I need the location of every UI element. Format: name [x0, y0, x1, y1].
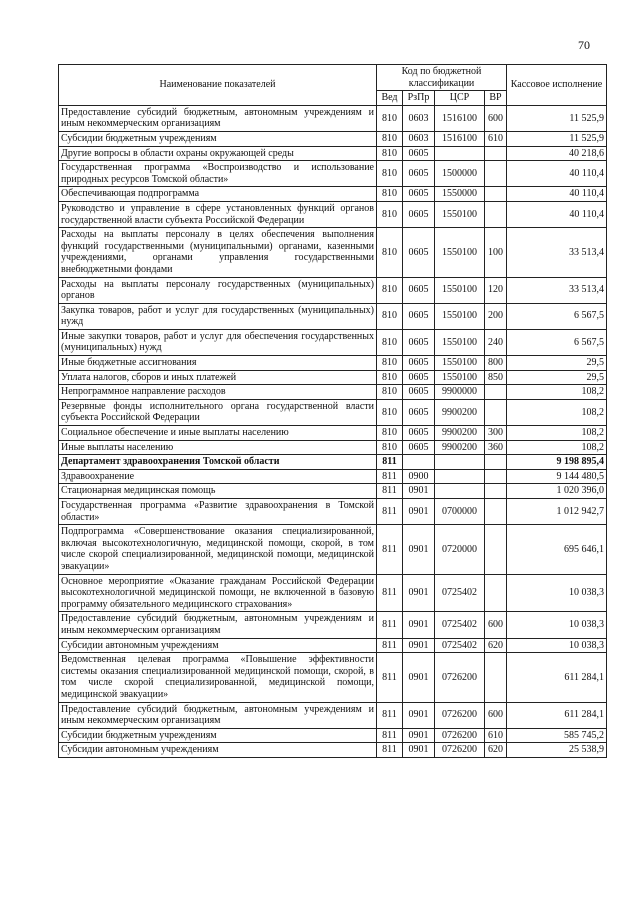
row-vr: [485, 574, 507, 612]
row-vr: 600: [485, 612, 507, 638]
row-csr: 0700000: [435, 499, 485, 525]
row-csr: 9900000: [435, 385, 485, 400]
row-csr: 1550100: [435, 303, 485, 329]
row-vr: 850: [485, 370, 507, 385]
row-name: Резервные фонды исполнительного органа государственной власти субъекта Российской Федерации: [59, 399, 377, 425]
row-vr: 120: [485, 277, 507, 303]
table-row: [59, 105, 607, 131]
row-csr: 9900200: [435, 399, 485, 425]
row-csr: 0725402: [435, 638, 485, 653]
row-csr: 0726200: [435, 702, 485, 728]
row-rzpr: 0605: [403, 426, 435, 441]
row-name: Государственная программа «Воспроизводство и использование природных ресурсов Томской области»: [59, 161, 377, 187]
row-rzpr: 0901: [403, 638, 435, 653]
row-vr: 600: [485, 702, 507, 728]
row-execution-value: 11 525,9: [507, 131, 607, 146]
row-execution-value: 585 745,2: [507, 728, 607, 743]
row-vr: [485, 201, 507, 227]
row-rzpr: 0605: [403, 370, 435, 385]
table-row: [59, 303, 607, 329]
table-row: [59, 574, 607, 612]
row-rzpr: 0605: [403, 201, 435, 227]
row-rzpr: 0605: [403, 228, 435, 277]
row-csr: 0725402: [435, 612, 485, 638]
table-row: [59, 385, 607, 400]
table-row: [59, 743, 607, 758]
table-row: [59, 638, 607, 653]
table-row: [59, 399, 607, 425]
table-body: [59, 105, 607, 757]
row-ved: 810: [377, 187, 403, 202]
table-row: [59, 370, 607, 385]
table-row: [59, 426, 607, 441]
row-execution-value: 29,5: [507, 356, 607, 371]
row-vr: [485, 161, 507, 187]
row-rzpr: 0901: [403, 702, 435, 728]
row-rzpr: 0603: [403, 105, 435, 131]
table-row: [59, 525, 607, 574]
page-number: 70: [578, 38, 590, 52]
row-rzpr: 0605: [403, 187, 435, 202]
row-rzpr: 0605: [403, 440, 435, 455]
row-vr: [485, 525, 507, 574]
header-vr: ВР: [485, 91, 507, 106]
table-row: [59, 499, 607, 525]
row-execution-value: 40 110,4: [507, 201, 607, 227]
row-vr: [485, 653, 507, 702]
row-vr: 800: [485, 356, 507, 371]
row-csr: 1550100: [435, 356, 485, 371]
row-vr: [485, 455, 507, 470]
row-ved: 811: [377, 638, 403, 653]
row-execution-value: 33 513,4: [507, 277, 607, 303]
row-name: Субсидии автономным учреждениям: [59, 743, 377, 758]
table-row: [59, 356, 607, 371]
header-rzpr: РзПр: [403, 91, 435, 106]
row-execution-value: 108,2: [507, 440, 607, 455]
row-ved: 810: [377, 161, 403, 187]
row-name: Государственная программа «Развитие здравоохранения в Томской области»: [59, 499, 377, 525]
row-csr: 1550100: [435, 277, 485, 303]
row-vr: 600: [485, 105, 507, 131]
row-rzpr: 0605: [403, 329, 435, 355]
row-csr: [435, 455, 485, 470]
row-vr: 360: [485, 440, 507, 455]
row-ved: 810: [377, 146, 403, 161]
row-name: Предоставление субсидий бюджетным, автономным учреждениям и иным некоммерческим организациям: [59, 105, 377, 131]
table-header: [59, 65, 607, 106]
row-csr: 1516100: [435, 131, 485, 146]
row-rzpr: 0901: [403, 728, 435, 743]
row-vr: [485, 187, 507, 202]
row-vr: 300: [485, 426, 507, 441]
row-name: Предоставление субсидий бюджетным, автономным учреждениям и иным некоммерческим организациям: [59, 612, 377, 638]
row-csr: 1550100: [435, 329, 485, 355]
row-execution-value: 9 198 895,4: [507, 455, 607, 470]
table-row: [59, 440, 607, 455]
row-execution-value: 33 513,4: [507, 228, 607, 277]
row-name: Иные выплаты населению: [59, 440, 377, 455]
row-ved: 811: [377, 455, 403, 470]
row-rzpr: 0605: [403, 399, 435, 425]
row-execution-value: 40 110,4: [507, 187, 607, 202]
row-execution-value: 10 038,3: [507, 638, 607, 653]
row-vr: [485, 146, 507, 161]
row-rzpr: 0603: [403, 131, 435, 146]
table-row: [59, 329, 607, 355]
row-execution-value: 9 144 480,5: [507, 469, 607, 484]
row-name: Департамент здравоохранения Томской области: [59, 455, 377, 470]
row-rzpr: 0901: [403, 612, 435, 638]
row-execution-value: 10 038,3: [507, 574, 607, 612]
table-row: [59, 455, 607, 470]
row-csr: 0725402: [435, 574, 485, 612]
row-ved: 810: [377, 228, 403, 277]
row-csr: [435, 469, 485, 484]
row-vr: 100: [485, 228, 507, 277]
table-row: [59, 702, 607, 728]
row-execution-value: 10 038,3: [507, 612, 607, 638]
budget-execution-table: [58, 64, 607, 758]
header-name-column: Наименование показателей: [59, 65, 377, 106]
row-csr: 9900200: [435, 440, 485, 455]
row-csr: 1550100: [435, 228, 485, 277]
row-rzpr: 0901: [403, 574, 435, 612]
row-ved: 810: [377, 131, 403, 146]
row-rzpr: 0605: [403, 356, 435, 371]
row-name: Иные бюджетные ассигнования: [59, 356, 377, 371]
table-row: [59, 469, 607, 484]
row-ved: 811: [377, 499, 403, 525]
row-name: Расходы на выплаты персоналу в целях обеспечения выполнения функций государственными (муниципальными) органами, казенными учреждениями, органами управления государственными внебюджетными фондами: [59, 228, 377, 277]
row-vr: 620: [485, 743, 507, 758]
row-csr: [435, 484, 485, 499]
row-execution-value: 40 218,6: [507, 146, 607, 161]
row-ved: 810: [377, 440, 403, 455]
row-name: Обеспечивающая подпрограмма: [59, 187, 377, 202]
row-rzpr: 0901: [403, 743, 435, 758]
row-name: Уплата налогов, сборов и иных платежей: [59, 370, 377, 385]
table-row: [59, 728, 607, 743]
row-csr: 1500000: [435, 161, 485, 187]
row-name: Предоставление субсидий бюджетным, автономным учреждениям и иным некоммерческим организациям: [59, 702, 377, 728]
row-name: Руководство и управление в сфере установленных функций органов государственной власти субъекта Российской Федерации: [59, 201, 377, 227]
row-execution-value: 25 538,9: [507, 743, 607, 758]
row-rzpr: 0901: [403, 653, 435, 702]
table-row: [59, 277, 607, 303]
row-vr: 200: [485, 303, 507, 329]
row-execution-value: 6 567,5: [507, 303, 607, 329]
table-row: [59, 201, 607, 227]
row-name: Другие вопросы в области охраны окружающей среды: [59, 146, 377, 161]
row-csr: 0726200: [435, 743, 485, 758]
row-name: Иные закупки товаров, работ и услуг для обеспечения государственных (муниципальных) нужд: [59, 329, 377, 355]
row-csr: 1516100: [435, 105, 485, 131]
row-name: Субсидии автономным учреждениям: [59, 638, 377, 653]
row-execution-value: 29,5: [507, 370, 607, 385]
row-ved: 811: [377, 484, 403, 499]
header-ved: Вед: [377, 91, 403, 106]
row-name: Подпрограмма «Совершенствование оказания специализированной, включая высокотехнологичную, медицинской помощи, скорой, в том числе скорой специализированной, медицинской помощи, медицинской эвакуации»: [59, 525, 377, 574]
table-row: [59, 187, 607, 202]
row-name: Ведомственная целевая программа «Повышение эффективности системы оказания специализированной медицинской помощи, скорой, в том числе скорой специализированной, медицинской помощи, медицинской эвакуации»: [59, 653, 377, 702]
row-name: Здравоохранение: [59, 469, 377, 484]
row-vr: [485, 484, 507, 499]
row-ved: 811: [377, 469, 403, 484]
row-ved: 811: [377, 653, 403, 702]
table-row: [59, 161, 607, 187]
row-ved: 810: [377, 385, 403, 400]
row-name: Закупка товаров, работ и услуг для государственных (муниципальных) нужд: [59, 303, 377, 329]
row-ved: 810: [377, 303, 403, 329]
row-name: Непрограммное направление расходов: [59, 385, 377, 400]
row-vr: [485, 399, 507, 425]
row-rzpr: 0900: [403, 469, 435, 484]
table-row: [59, 612, 607, 638]
row-name: Социальное обеспечение и иные выплаты населению: [59, 426, 377, 441]
row-vr: 620: [485, 638, 507, 653]
row-ved: 810: [377, 370, 403, 385]
row-csr: 1550100: [435, 370, 485, 385]
row-csr: 1550000: [435, 187, 485, 202]
row-vr: [485, 385, 507, 400]
row-vr: 240: [485, 329, 507, 355]
row-ved: 810: [377, 277, 403, 303]
row-execution-value: 611 284,1: [507, 702, 607, 728]
row-execution-value: 695 646,1: [507, 525, 607, 574]
row-execution-value: 1 020 396,0: [507, 484, 607, 499]
table-row: [59, 228, 607, 277]
header-csr: ЦСР: [435, 91, 485, 106]
row-execution-value: 108,2: [507, 399, 607, 425]
row-rzpr: 0901: [403, 525, 435, 574]
row-execution-value: 108,2: [507, 385, 607, 400]
row-execution-value: 108,2: [507, 426, 607, 441]
row-ved: 811: [377, 702, 403, 728]
row-name: Субсидии бюджетным учреждениям: [59, 131, 377, 146]
row-csr: 0720000: [435, 525, 485, 574]
row-rzpr: 0605: [403, 385, 435, 400]
row-vr: 610: [485, 131, 507, 146]
table-row: [59, 131, 607, 146]
row-name: Стационарная медицинская помощь: [59, 484, 377, 499]
row-rzpr: 0901: [403, 499, 435, 525]
row-ved: 810: [377, 201, 403, 227]
row-ved: 810: [377, 426, 403, 441]
row-name: Расходы на выплаты персоналу государственных (муниципальных) органов: [59, 277, 377, 303]
table-row: [59, 653, 607, 702]
table-row: [59, 146, 607, 161]
row-rzpr: 0605: [403, 146, 435, 161]
row-ved: 810: [377, 399, 403, 425]
table-row: [59, 484, 607, 499]
row-ved: 811: [377, 612, 403, 638]
row-csr: 0726200: [435, 728, 485, 743]
row-vr: 610: [485, 728, 507, 743]
row-ved: 811: [377, 574, 403, 612]
row-ved: 811: [377, 525, 403, 574]
row-name: Основное мероприятие «Оказание гражданам Российской Федерации высокотехнологичной медицинской помощи, не включенной в базовую программу обязательного медицинского страхования»: [59, 574, 377, 612]
row-rzpr: 0605: [403, 161, 435, 187]
header-code-group: Код по бюджетной классификации: [377, 65, 507, 91]
row-execution-value: 6 567,5: [507, 329, 607, 355]
row-execution-value: 611 284,1: [507, 653, 607, 702]
row-ved: 810: [377, 356, 403, 371]
row-rzpr: 0901: [403, 484, 435, 499]
row-ved: 811: [377, 743, 403, 758]
row-csr: 1550100: [435, 201, 485, 227]
row-rzpr: [403, 455, 435, 470]
row-rzpr: 0605: [403, 303, 435, 329]
row-vr: [485, 499, 507, 525]
row-ved: 810: [377, 329, 403, 355]
row-csr: [435, 146, 485, 161]
row-ved: 810: [377, 105, 403, 131]
header-execution-column: Кассовое исполнение: [507, 65, 607, 106]
row-csr: 9900200: [435, 426, 485, 441]
row-execution-value: 1 012 942,7: [507, 499, 607, 525]
row-execution-value: 40 110,4: [507, 161, 607, 187]
row-vr: [485, 469, 507, 484]
row-ved: 811: [377, 728, 403, 743]
row-rzpr: 0605: [403, 277, 435, 303]
row-name: Субсидии бюджетным учреждениям: [59, 728, 377, 743]
row-execution-value: 11 525,9: [507, 105, 607, 131]
row-csr: 0726200: [435, 653, 485, 702]
